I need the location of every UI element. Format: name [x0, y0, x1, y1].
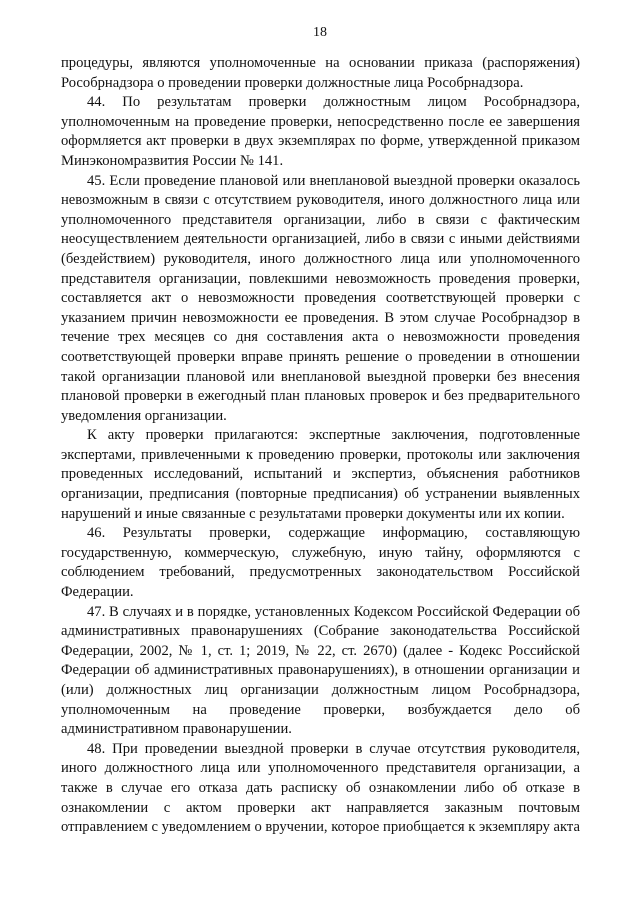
paragraph-45: 45. Если проведение плановой или внеплановой выездной проверки оказалось невозможным в связи с отсутствием руководителя, иного должностного лица или уполномоченного представителя организации, либо в связи с фактическим неосуществлением деятельности организацией, либо в связи с иными действиями (бездействием) руководителя, иного должностного лица или уполномоченного представителя организации, повлекшими невозможность проведения проверки, составляется акт о невозможности проведения соответствующей проверки с указанием причин невозможности ее проведения. В этом случае Рособрнадзор в течение трех месяцев со дня составления акта о невозможности проведения соответствующей проверки вправе принять решение о проведении в отношении такой организации плановой или внеплановой выездной проверки без внесения плановой проверки в ежегодный план плановых проверок и без предварительного уведомления организации. [61, 172, 580, 424]
paragraph-46: 46. Результаты проверки, содержащие информацию, составляющую государственную, коммерческую, служебную, иную тайну, оформляются с соблюдением требований, предусмотренных законодательством Российской Федерации. [61, 525, 580, 601]
paragraph-45-attachments: К акту проверки прилагаются: экспертные заключения, подготовленные экспертами, привлеченными к проведению проверки, протоколы или заключения проведенных исследований, испытаний и экспертиз, объяснения работников организации, предписания (повторные предписания) об устранении выявленных нарушений и иные связанные с результатами проверки документы или их копии. [61, 427, 580, 522]
paragraph-48: 48. При проведении выездной проверки в случае отсутствия руководителя, иного должностного лица или уполномоченного представителя организации, а также в случае его отказа дать расписку об ознакомлении либо об отказе в ознакомлении с актом проверки акт направляется заказным почтовым отправлением с уведомлением о вручении, которое приобщается к экземпляру акта [61, 740, 580, 836]
page-number: 18 [313, 25, 327, 40]
paragraph-44: 44. По результатам проверки должностным лицом Рособрнадзора, уполномоченным на проведение проверки, непосредственно после ее завершения оформляется акт проверки в двух экземплярах по форме, утвержденной приказом Минэкономразвития России № 141. [61, 94, 580, 169]
document-body [61, 54, 580, 838]
paragraph-continued: процедуры, являются уполномоченные на основании приказа (распоряжения) Рособрнадзора о проведении проверки должностные лица Рособрнадзора. [61, 55, 580, 91]
paragraph-47: 47. В случаях и в порядке, установленных Кодексом Российской Федерации об административных правонарушениях (Собрание законодательства Российской Федерации, 2002, № 1, ст. 1; 2019, № 22, ст. 2670) (далее - Кодекс Российской Федерации об административных правонарушениях), в отношении организации и (или) должностных лиц организации должностным лицом Рособрнадзора, уполномоченным на проведение проверки, возбуждается дело об административном правонарушении. [61, 603, 580, 738]
